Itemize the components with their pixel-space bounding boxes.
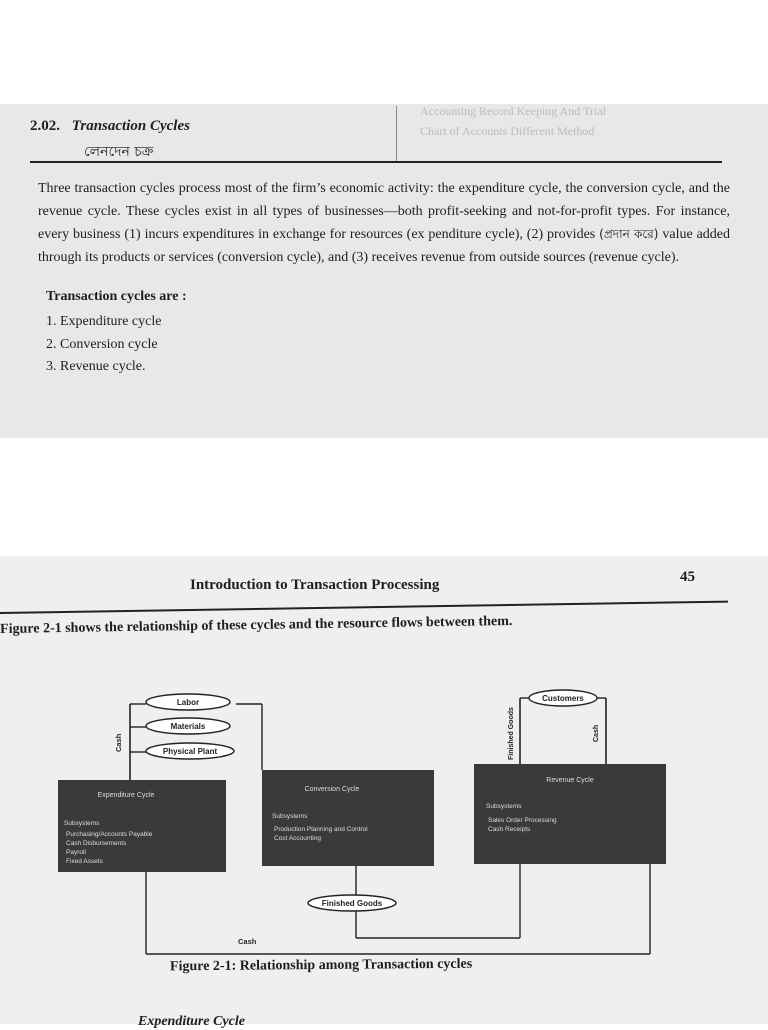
- figure-intro: Figure 2-1 shows the relationship of these cycles and the resource flows between them.: [0, 613, 513, 637]
- revenue-title: Revenue Cycle: [546, 777, 594, 784]
- revenue-item: Sales Order Processing: [488, 817, 557, 824]
- expenditure-item: Fixed Assets: [66, 858, 103, 865]
- bengali-subtitle: লেনদেন চক্র: [84, 144, 154, 160]
- list-item: 1. Expenditure cycle: [46, 314, 162, 329]
- column-divider: [396, 106, 397, 161]
- bleed-through-text: Accounting Record Keeping And Trial: [420, 104, 606, 118]
- input-materials-label: Materials: [170, 722, 206, 731]
- paragraph-text: Three transaction cycles process most of the firm’s economic activity: the expenditure cycle, the conversion cycle, and the revenue cycle. These cycles exist in all types of businesses—both profit-seeking and not-for-profit types. For instance, every business (1) incurs expenditures in exchange for resources (ex penditure cycle), (2) provides: [38, 181, 730, 242]
- running-head: Introduction to Transaction Processing: [190, 577, 440, 593]
- cash-vertical-label: Cash: [593, 724, 600, 742]
- section-number: 2.02.: [30, 118, 60, 134]
- bleed-through-text: Chart of Accounts Different Method: [420, 124, 595, 138]
- expenditure-title: Expenditure Cycle: [97, 792, 155, 799]
- cash-vertical-label: Cash: [114, 733, 123, 752]
- expenditure-item: Cash Disbursements: [66, 840, 127, 847]
- finished-goods-label: Finished Goods: [321, 899, 383, 908]
- input-physical-plant-label: Physical Plant: [162, 747, 218, 756]
- revenue-item: Cash Receipts: [488, 826, 531, 833]
- conversion-title: Conversion Cycle: [304, 786, 360, 793]
- figure-caption: Figure 2-1: Relationship among Transaction cycles: [169, 956, 473, 975]
- conversion-subsystems: Subsystems: [272, 813, 308, 820]
- body-paragraph: [38, 178, 730, 269]
- conversion-item: Production Planning and Control: [274, 826, 368, 833]
- expenditure-subsystems: Subsystems: [64, 820, 100, 827]
- section-title: Transaction Cycles: [71, 118, 190, 134]
- revenue-subsystems: Subsystems: [486, 803, 522, 810]
- transaction-cycles-figure: [0, 680, 768, 956]
- next-section-heading: Expenditure Cycle: [138, 1014, 245, 1029]
- input-labor-label: Labor: [176, 698, 200, 707]
- list-title: Transaction cycles are :: [46, 289, 187, 304]
- paragraph-text: value added through its products or services (conversion cycle), and (3) receives revenue from outside sources (revenue cycle).: [38, 227, 731, 265]
- heading-rule: [30, 161, 722, 163]
- expenditure-item: Payroll: [66, 849, 86, 856]
- cycle-list: [46, 311, 161, 379]
- list-item: 2. Conversion cycle: [46, 336, 158, 352]
- list-item: 3. Revenue cycle.: [46, 359, 146, 374]
- page-number: 45: [680, 569, 695, 585]
- customers-label: Customers: [542, 694, 584, 703]
- paragraph-bengali: (প্রদান করে): [599, 227, 659, 241]
- conversion-item: Cost Accounting: [274, 835, 321, 842]
- section-heading: [30, 118, 190, 135]
- expenditure-item: Purchasing/Accounts Payable: [66, 831, 153, 838]
- cash-label: Cash: [238, 937, 257, 946]
- finished-goods-vertical-label: Finished Goods: [508, 707, 515, 760]
